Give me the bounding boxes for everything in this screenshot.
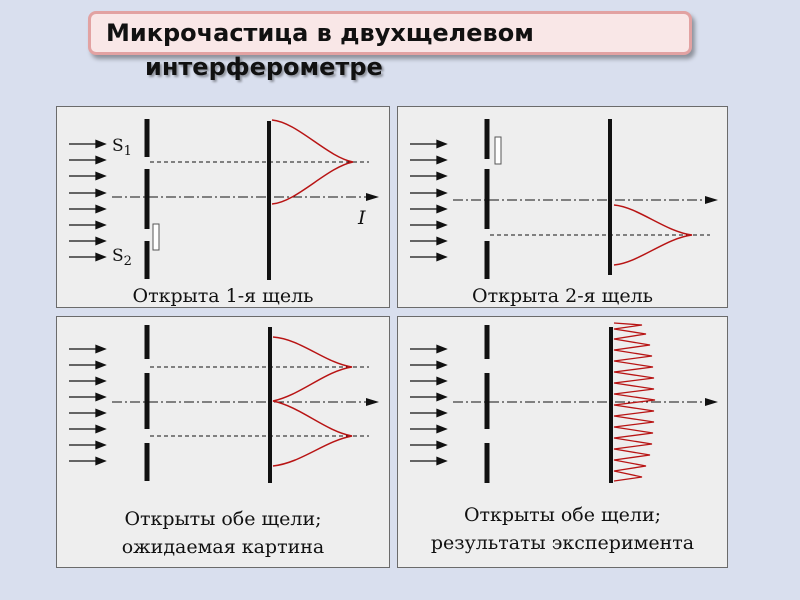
incident-arrows [410, 141, 446, 261]
slit-1-shutter [495, 137, 501, 164]
slide-title-line-2: интерферометре [145, 53, 383, 81]
slit-2-shutter [153, 224, 159, 250]
axis-arrow [366, 193, 379, 201]
slit-1-label: $S_1$ [112, 136, 132, 159]
panel-caption-line-1: Открыты обе щели; [124, 508, 322, 530]
axis-arrow [705, 398, 718, 406]
incident-arrows [69, 141, 105, 261]
slide-title-line-1: Микрочастица в двухщелевом [106, 19, 534, 47]
panel-slit-1-open [56, 106, 390, 308]
panel-caption-line-1: Открыты обе щели; [463, 504, 662, 526]
incident-arrows [69, 346, 105, 465]
panel-both-open-experiment [397, 316, 728, 568]
slit-2-label: $S_2$ [112, 246, 132, 269]
panel-caption: Открыта 2-я щель [472, 285, 653, 307]
panel-1-diagram [57, 107, 391, 309]
panel-caption: Открыта 1-я щель [132, 285, 314, 307]
intensity-label: I [358, 207, 366, 229]
panel-3-diagram [57, 317, 391, 569]
axis-arrow [705, 196, 718, 204]
panel-2-diagram [398, 107, 729, 309]
panel-both-open-expected [56, 316, 390, 568]
panel-slit-2-open [397, 106, 728, 308]
axis-arrow [366, 398, 379, 406]
panel-caption-line-2: ожидаемая картина [121, 536, 325, 558]
incident-arrows [410, 346, 446, 465]
panel-caption-line-2: результаты эксперимента [430, 532, 695, 554]
